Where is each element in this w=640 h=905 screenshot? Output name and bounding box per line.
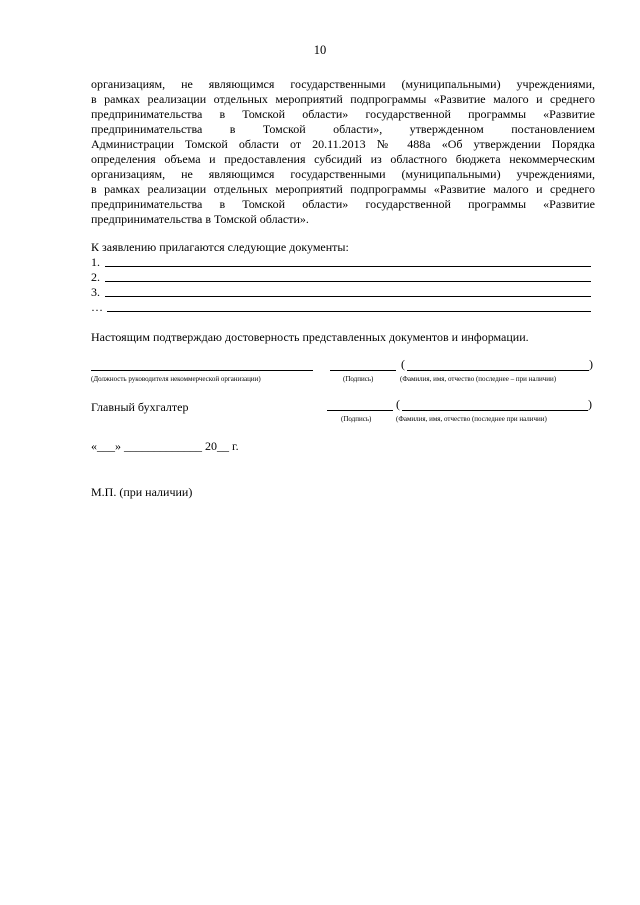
documents-intro: К заявлению прилагаются следующие документы: [91,240,349,254]
document-item-number: 2. [91,270,100,284]
document-item[interactable] [91,270,591,284]
name-fill-line[interactable] [407,370,589,371]
paragraph-line: предпринимательства в Томской области». [91,212,309,226]
document-item[interactable] [91,255,591,269]
document-item-number: 3. [91,285,100,299]
paragraph-line: в рамках реализации отдельных мероприятий подпрограммы «Развитие малого и среднего [91,92,595,106]
accountant-name-caption: (Фамилия, имя, отчество (последнее при наличии) [396,415,547,423]
document-fill-line [107,311,591,312]
accountant-signature-fill-line[interactable] [327,410,393,411]
document-fill-line [105,281,591,282]
paragraph-line: в рамках реализации отдельных мероприятий подпрограммы «Развитие малого и среднего [91,182,595,196]
document-fill-line [105,266,591,267]
document-item[interactable] [91,285,591,299]
accountant-open-paren: ( [396,397,400,411]
paragraph-line: организациям, не являющимся государственными (муниципальными) учреждениями, [91,77,595,91]
document-item-number: … [91,300,103,314]
paragraph-line: определения объема и предоставления субсидий из областного бюджета некоммерческим [91,152,595,166]
paragraph-line: предпринимательства в Томской области» государственной программы «Развитие [91,107,595,121]
stamp-note: М.П. (при наличии) [91,485,193,499]
accountant-title: Главный бухгалтер [91,400,189,414]
signature-caption: (Подпись) [343,375,374,383]
paragraph-line: предпринимательства в Томской области», утвержденном постановлением [91,122,595,136]
signature-fill-line[interactable] [330,370,396,371]
paragraph-line: Администрации Томской области от 20.11.2013 № 488а «Об утверждении Порядка [91,137,595,151]
position-caption: (Должность руководителя некоммерческой организации) [91,375,261,383]
confirmation-statement: Настоящим подтверждаю достоверность представленных документов и информации. [91,330,529,344]
position-fill-line[interactable] [91,370,313,371]
accountant-close-paren: ) [588,397,592,411]
name-caption: (Фамилия, имя, отчество (последнее – при наличии) [400,375,557,383]
page-number: 10 [313,43,327,57]
close-paren: ) [589,357,593,371]
document-fill-line [105,296,591,297]
document-item-number: 1. [91,255,100,269]
open-paren: ( [401,357,405,371]
accountant-signature-caption: (Подпись) [341,415,372,423]
paragraph-line: предпринимательства в Томской области» государственной программы «Развитие [91,197,595,211]
document-item[interactable] [91,300,591,314]
paragraph-line: организациям, не являющимся государственными (муниципальными) учреждениями, [91,167,595,181]
accountant-name-fill-line[interactable] [402,410,588,411]
date-line[interactable]: «___» _____________ 20__ г. [91,439,239,453]
